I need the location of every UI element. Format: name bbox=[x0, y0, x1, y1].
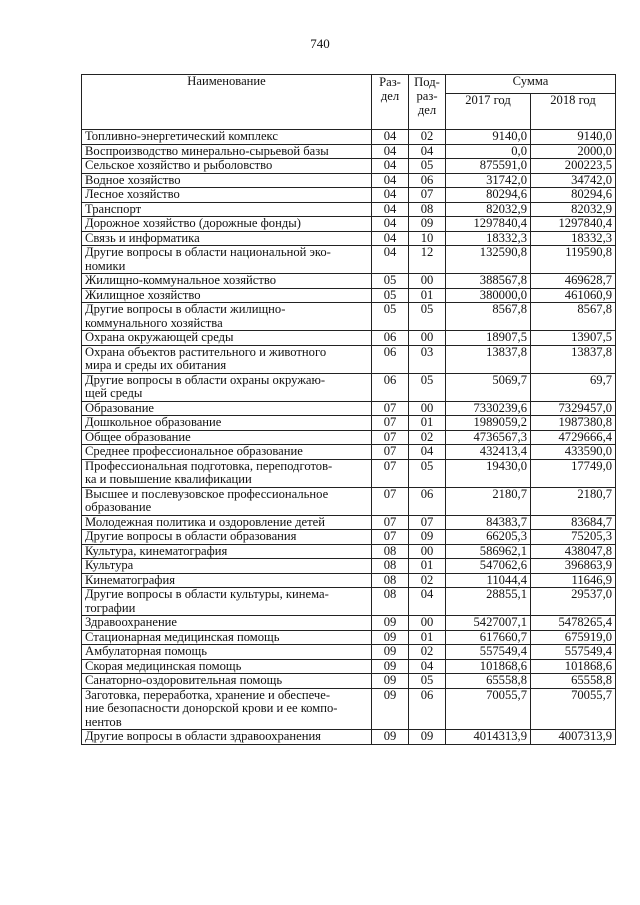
row-name-cell bbox=[82, 246, 372, 274]
row-name-line: Амбулаторная помощь bbox=[85, 644, 207, 658]
row-razdel: 06 bbox=[372, 331, 409, 346]
row-amount-2017: 28855,1 bbox=[446, 588, 531, 616]
row-name-line: Топливно-энергетический комплекс bbox=[85, 129, 278, 143]
row-name-cell bbox=[82, 730, 372, 745]
row-amount-2018: 11646,9 bbox=[531, 573, 616, 588]
row-amount-2017: 101868,6 bbox=[446, 659, 531, 674]
table-header bbox=[82, 75, 616, 130]
row-name-cell bbox=[82, 130, 372, 145]
row-podrazdel: 04 bbox=[409, 659, 446, 674]
row-name-line: Скорая медицинская помощь bbox=[85, 658, 242, 673]
row-podrazdel: 09 bbox=[409, 730, 446, 745]
row-amount-2018: 18332,3 bbox=[531, 231, 616, 246]
row-name-cell bbox=[82, 373, 372, 401]
row-name-cell bbox=[82, 274, 372, 289]
row-name-cell bbox=[82, 688, 372, 730]
row-razdel: 04 bbox=[372, 246, 409, 274]
row-razdel: 07 bbox=[372, 487, 409, 515]
header-podrazdel bbox=[409, 75, 446, 130]
table-row bbox=[82, 416, 616, 431]
row-razdel: 05 bbox=[372, 274, 409, 289]
row-name-cell bbox=[82, 559, 372, 574]
row-amount-2018: 83684,7 bbox=[531, 515, 616, 530]
row-name-cell bbox=[82, 159, 372, 174]
row-name-line: Другие вопросы в области культуры, кинема- bbox=[85, 587, 329, 601]
table-row bbox=[82, 487, 616, 515]
row-podrazdel: 07 bbox=[409, 188, 446, 203]
table-row bbox=[82, 246, 616, 274]
row-amount-2018: 4007313,9 bbox=[531, 730, 616, 745]
page-number: 740 bbox=[310, 36, 330, 51]
row-amount-2017: 617660,7 bbox=[446, 630, 531, 645]
row-name-line: Дошкольное образование bbox=[85, 415, 222, 429]
row-podrazdel: 12 bbox=[409, 246, 446, 274]
header-razdel-line2: дел bbox=[380, 89, 400, 103]
row-amount-2018: 396863,9 bbox=[531, 559, 616, 574]
row-amount-2018: 101868,6 bbox=[531, 659, 616, 674]
row-podrazdel: 01 bbox=[409, 630, 446, 645]
row-amount-2018: 1297840,4 bbox=[531, 217, 616, 232]
row-amount-2017: 586962,1 bbox=[446, 544, 531, 559]
row-name-line: мира и среды их обитания bbox=[85, 358, 227, 372]
row-podrazdel: 05 bbox=[409, 459, 446, 487]
row-razdel: 09 bbox=[372, 645, 409, 660]
row-podrazdel: 04 bbox=[409, 144, 446, 159]
table-row bbox=[82, 331, 616, 346]
row-name-line: нентов bbox=[85, 714, 122, 729]
row-razdel: 07 bbox=[372, 515, 409, 530]
row-name-cell bbox=[82, 173, 372, 188]
table-row bbox=[82, 730, 616, 745]
table-row bbox=[82, 573, 616, 588]
table-row bbox=[82, 515, 616, 530]
row-name-cell bbox=[82, 630, 372, 645]
row-razdel: 08 bbox=[372, 588, 409, 616]
row-podrazdel: 05 bbox=[409, 159, 446, 174]
row-amount-2017: 84383,7 bbox=[446, 515, 531, 530]
table-row bbox=[82, 217, 616, 232]
row-name-line: щей среды bbox=[85, 386, 143, 400]
row-name-line: Охрана объектов растительного и животного bbox=[85, 344, 327, 359]
table-row bbox=[82, 630, 616, 645]
table-row bbox=[82, 559, 616, 574]
row-name-line: ка и повышение квалификации bbox=[85, 472, 252, 486]
row-razdel: 09 bbox=[372, 674, 409, 689]
row-amount-2018: 8567,8 bbox=[531, 303, 616, 331]
row-name-cell bbox=[82, 487, 372, 515]
row-amount-2018: 75205,3 bbox=[531, 530, 616, 545]
row-podrazdel: 06 bbox=[409, 173, 446, 188]
row-amount-2018: 17749,0 bbox=[531, 459, 616, 487]
table-row bbox=[82, 173, 616, 188]
row-name-line: Профессиональная подготовка, переподготов- bbox=[85, 458, 333, 473]
row-amount-2018: 80294,6 bbox=[531, 188, 616, 203]
header-year-2018: 2018 год bbox=[531, 94, 616, 130]
row-name-line: Воспроизводство минерально-сырьевой базы bbox=[85, 143, 329, 158]
row-name-line: Здравоохранение bbox=[85, 615, 178, 629]
row-razdel: 07 bbox=[372, 430, 409, 445]
row-name-line: Другие вопросы в области охраны окружаю- bbox=[85, 372, 326, 387]
row-name-line: Высшее и послевузовское профессиональное bbox=[85, 486, 329, 501]
table-row bbox=[82, 401, 616, 416]
table-row bbox=[82, 345, 616, 373]
row-name-cell bbox=[82, 430, 372, 445]
row-name-line: Общее образование bbox=[85, 429, 191, 444]
row-podrazdel: 02 bbox=[409, 645, 446, 660]
row-podrazdel: 10 bbox=[409, 231, 446, 246]
row-name-cell bbox=[82, 588, 372, 616]
row-name-cell bbox=[82, 345, 372, 373]
row-podrazdel: 00 bbox=[409, 544, 446, 559]
row-amount-2017: 875591,0 bbox=[446, 159, 531, 174]
row-amount-2017: 1989059,2 bbox=[446, 416, 531, 431]
header-summa: Сумма bbox=[446, 75, 616, 94]
header-razdel-line1: Раз- bbox=[379, 75, 401, 89]
header-razdel bbox=[372, 75, 409, 130]
row-podrazdel: 04 bbox=[409, 445, 446, 460]
row-name-line: Кинематография bbox=[85, 572, 175, 587]
row-name-cell bbox=[82, 416, 372, 431]
row-amount-2018: 69,7 bbox=[531, 373, 616, 401]
row-amount-2018: 200223,5 bbox=[531, 159, 616, 174]
row-razdel: 05 bbox=[372, 288, 409, 303]
table-row bbox=[82, 459, 616, 487]
row-name-line: Лесное хозяйство bbox=[85, 187, 180, 201]
row-podrazdel: 06 bbox=[409, 487, 446, 515]
row-name-line: Другие вопросы в области национальной эко- bbox=[85, 245, 331, 259]
row-razdel: 09 bbox=[372, 616, 409, 631]
row-amount-2018: 5478265,4 bbox=[531, 616, 616, 631]
row-podrazdel: 01 bbox=[409, 288, 446, 303]
row-razdel: 08 bbox=[372, 573, 409, 588]
row-amount-2018: 461060,9 bbox=[531, 288, 616, 303]
row-podrazdel: 01 bbox=[409, 416, 446, 431]
row-razdel: 07 bbox=[372, 401, 409, 416]
row-amount-2017: 66205,3 bbox=[446, 530, 531, 545]
row-name-cell bbox=[82, 544, 372, 559]
row-podrazdel: 00 bbox=[409, 274, 446, 289]
row-amount-2017: 5069,7 bbox=[446, 373, 531, 401]
row-razdel: 09 bbox=[372, 659, 409, 674]
row-name-cell bbox=[82, 144, 372, 159]
table-row bbox=[82, 144, 616, 159]
row-amount-2017: 80294,6 bbox=[446, 188, 531, 203]
table-row bbox=[82, 659, 616, 674]
table-row bbox=[82, 645, 616, 660]
row-amount-2017: 2180,7 bbox=[446, 487, 531, 515]
table-row bbox=[82, 588, 616, 616]
row-podrazdel: 06 bbox=[409, 688, 446, 730]
row-name-line: тографии bbox=[85, 600, 136, 615]
table-row bbox=[82, 530, 616, 545]
row-razdel: 05 bbox=[372, 303, 409, 331]
row-amount-2018: 13907,5 bbox=[531, 331, 616, 346]
row-name-line: Сельское хозяйство и рыболовство bbox=[85, 158, 273, 172]
row-amount-2017: 547062,6 bbox=[446, 559, 531, 574]
table-row bbox=[82, 616, 616, 631]
row-amount-2018: 29537,0 bbox=[531, 588, 616, 616]
row-name-cell bbox=[82, 188, 372, 203]
row-razdel: 04 bbox=[372, 202, 409, 217]
row-name-line: ние безопасности донорской крови и ее компо- bbox=[85, 701, 338, 715]
row-name-line: Водное хозяйство bbox=[85, 172, 181, 187]
row-name-cell bbox=[82, 659, 372, 674]
row-name-cell bbox=[82, 231, 372, 246]
row-podrazdel: 08 bbox=[409, 202, 446, 217]
row-razdel: 09 bbox=[372, 688, 409, 730]
row-name-line: Охрана окружающей среды bbox=[85, 330, 234, 344]
row-name-cell bbox=[82, 288, 372, 303]
row-amount-2017: 7330239,6 bbox=[446, 401, 531, 416]
row-podrazdel: 03 bbox=[409, 345, 446, 373]
row-name-line: Стационарная медицинская помощь bbox=[85, 629, 280, 644]
row-razdel: 07 bbox=[372, 459, 409, 487]
row-razdel: 07 bbox=[372, 416, 409, 431]
row-amount-2018: 2000,0 bbox=[531, 144, 616, 159]
row-amount-2017: 132590,8 bbox=[446, 246, 531, 274]
row-name-cell bbox=[82, 401, 372, 416]
row-amount-2017: 31742,0 bbox=[446, 173, 531, 188]
row-name-line: Жилищное хозяйство bbox=[85, 287, 201, 302]
row-podrazdel: 07 bbox=[409, 515, 446, 530]
header-podrazdel-line1: Под- bbox=[414, 75, 440, 89]
row-razdel: 08 bbox=[372, 544, 409, 559]
row-amount-2018: 4729666,4 bbox=[531, 430, 616, 445]
row-name-line: Дорожное хозяйство (дорожные фонды) bbox=[85, 216, 301, 230]
header-podrazdel-line3: дел bbox=[417, 103, 437, 117]
budget-table bbox=[81, 74, 616, 745]
row-podrazdel: 05 bbox=[409, 674, 446, 689]
table-row bbox=[82, 674, 616, 689]
table-row bbox=[82, 445, 616, 460]
row-amount-2017: 18332,3 bbox=[446, 231, 531, 246]
row-podrazdel: 02 bbox=[409, 430, 446, 445]
row-amount-2017: 18907,5 bbox=[446, 331, 531, 346]
row-name-line: Транспорт bbox=[85, 201, 142, 216]
row-name-cell bbox=[82, 445, 372, 460]
row-razdel: 09 bbox=[372, 630, 409, 645]
row-amount-2017: 432413,4 bbox=[446, 445, 531, 460]
row-razdel: 09 bbox=[372, 730, 409, 745]
row-amount-2017: 380000,0 bbox=[446, 288, 531, 303]
row-amount-2018: 469628,7 bbox=[531, 274, 616, 289]
row-amount-2017: 388567,8 bbox=[446, 274, 531, 289]
row-name-cell bbox=[82, 303, 372, 331]
row-name-line: Другие вопросы в области жилищно- bbox=[85, 302, 286, 316]
row-razdel: 04 bbox=[372, 130, 409, 145]
row-name-cell bbox=[82, 645, 372, 660]
row-podrazdel: 09 bbox=[409, 530, 446, 545]
row-name-line: коммунального хозяйства bbox=[85, 315, 223, 330]
table-row bbox=[82, 430, 616, 445]
row-amount-2017: 4736567,3 bbox=[446, 430, 531, 445]
row-amount-2017: 8567,8 bbox=[446, 303, 531, 331]
table-row bbox=[82, 303, 616, 331]
row-name-cell bbox=[82, 202, 372, 217]
row-podrazdel: 00 bbox=[409, 331, 446, 346]
row-amount-2017: 11044,4 bbox=[446, 573, 531, 588]
row-razdel: 04 bbox=[372, 231, 409, 246]
row-amount-2017: 5427007,1 bbox=[446, 616, 531, 631]
row-amount-2018: 1987380,8 bbox=[531, 416, 616, 431]
table-row bbox=[82, 202, 616, 217]
table-body bbox=[82, 130, 616, 745]
row-amount-2017: 65558,8 bbox=[446, 674, 531, 689]
row-podrazdel: 05 bbox=[409, 373, 446, 401]
row-name-cell bbox=[82, 573, 372, 588]
row-amount-2017: 0,0 bbox=[446, 144, 531, 159]
row-razdel: 08 bbox=[372, 559, 409, 574]
row-name-line: Заготовка, переработка, хранение и обеспече- bbox=[85, 687, 331, 702]
table-row bbox=[82, 130, 616, 145]
table-row bbox=[82, 188, 616, 203]
row-name-line: Другие вопросы в области образования bbox=[85, 529, 297, 543]
row-razdel: 07 bbox=[372, 530, 409, 545]
row-amount-2018: 675919,0 bbox=[531, 630, 616, 645]
row-amount-2018: 65558,8 bbox=[531, 674, 616, 689]
row-podrazdel: 00 bbox=[409, 616, 446, 631]
row-amount-2017: 13837,8 bbox=[446, 345, 531, 373]
table-row bbox=[82, 159, 616, 174]
row-name-line: Образование bbox=[85, 400, 155, 415]
row-amount-2018: 2180,7 bbox=[531, 487, 616, 515]
row-name-line: Жилищно-коммунальное хозяйство bbox=[85, 273, 277, 287]
row-amount-2018: 82032,9 bbox=[531, 202, 616, 217]
table-row bbox=[82, 274, 616, 289]
row-razdel: 04 bbox=[372, 159, 409, 174]
table-row bbox=[82, 373, 616, 401]
row-amount-2017: 82032,9 bbox=[446, 202, 531, 217]
table-row bbox=[82, 688, 616, 730]
row-razdel: 06 bbox=[372, 345, 409, 373]
row-podrazdel: 04 bbox=[409, 588, 446, 616]
row-name-cell bbox=[82, 530, 372, 545]
table-row bbox=[82, 231, 616, 246]
row-amount-2017: 9140,0 bbox=[446, 130, 531, 145]
row-name-line: Среднее профессиональное образование bbox=[85, 444, 303, 458]
row-podrazdel: 01 bbox=[409, 559, 446, 574]
row-name-cell bbox=[82, 459, 372, 487]
row-name-cell bbox=[82, 674, 372, 689]
header-year-2017: 2017 год bbox=[446, 94, 531, 130]
row-podrazdel: 02 bbox=[409, 573, 446, 588]
row-name-cell bbox=[82, 515, 372, 530]
row-name-line: Другие вопросы в области здравоохранения bbox=[85, 729, 321, 743]
row-amount-2018: 438047,8 bbox=[531, 544, 616, 559]
row-amount-2018: 7329457,0 bbox=[531, 401, 616, 416]
row-podrazdel: 00 bbox=[409, 401, 446, 416]
row-name-line: Культура bbox=[85, 558, 134, 572]
row-amount-2018: 9140,0 bbox=[531, 130, 616, 145]
row-name-line: Связь и информатика bbox=[85, 230, 200, 245]
row-name-line: Молодежная политика и оздоровление детей bbox=[85, 514, 325, 529]
row-amount-2017: 1297840,4 bbox=[446, 217, 531, 232]
row-name-line: Санаторно-оздоровительная помощь bbox=[85, 673, 283, 687]
row-amount-2018: 13837,8 bbox=[531, 345, 616, 373]
row-amount-2017: 19430,0 bbox=[446, 459, 531, 487]
row-name-line: образование bbox=[85, 500, 152, 514]
row-razdel: 07 bbox=[372, 445, 409, 460]
row-amount-2018: 433590,0 bbox=[531, 445, 616, 460]
row-amount-2018: 34742,0 bbox=[531, 173, 616, 188]
row-razdel: 04 bbox=[372, 144, 409, 159]
row-amount-2017: 557549,4 bbox=[446, 645, 531, 660]
row-podrazdel: 09 bbox=[409, 217, 446, 232]
row-podrazdel: 05 bbox=[409, 303, 446, 331]
table-row bbox=[82, 288, 616, 303]
row-name-cell bbox=[82, 217, 372, 232]
row-name-cell bbox=[82, 616, 372, 631]
row-amount-2018: 119590,8 bbox=[531, 246, 616, 274]
row-amount-2018: 557549,4 bbox=[531, 645, 616, 660]
row-razdel: 04 bbox=[372, 188, 409, 203]
header-name: Наименование bbox=[82, 75, 372, 130]
row-podrazdel: 02 bbox=[409, 130, 446, 145]
row-razdel: 04 bbox=[372, 173, 409, 188]
row-name-line: Культура, кинематография bbox=[85, 543, 228, 558]
table-row bbox=[82, 544, 616, 559]
header-podrazdel-line2: раз- bbox=[416, 89, 438, 103]
row-amount-2017: 4014313,9 bbox=[446, 730, 531, 745]
row-razdel: 06 bbox=[372, 373, 409, 401]
row-name-cell bbox=[82, 331, 372, 346]
row-amount-2018: 70055,7 bbox=[531, 688, 616, 730]
row-name-line: номики bbox=[85, 258, 126, 273]
row-razdel: 04 bbox=[372, 217, 409, 232]
row-amount-2017: 70055,7 bbox=[446, 688, 531, 730]
